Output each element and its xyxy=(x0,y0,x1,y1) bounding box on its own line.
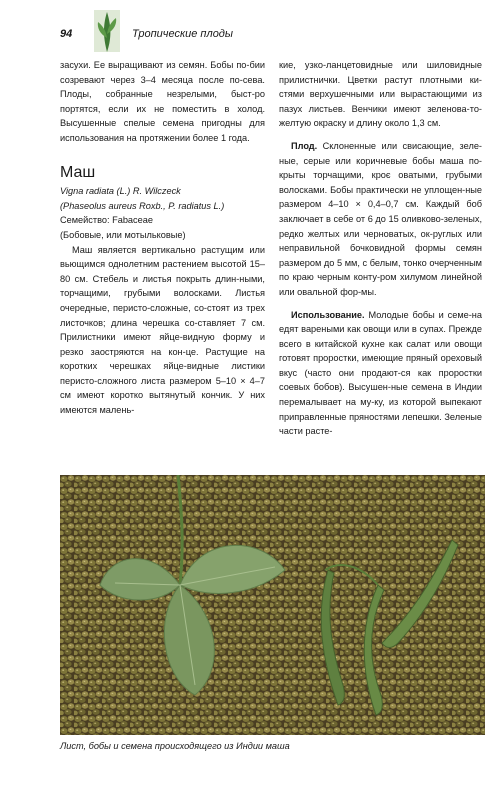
usage-paragraph xyxy=(279,308,482,439)
description-paragraph: Маш является вертикально растущим или вьющимся однолетним растением высотой 15–80 см. Стебель и листья покрыть длин-ными, торчащими, грубыми волосками. Листья очередные, перисто-сложные, со-стоят из трех листочков; длина черешка со-ставляет 7 см. Прилистники имеют яйце-видную форму и резко заостряются на кон-це. Растущие на коротких черешках яйце-видные листики перисто-сложного листа размером 5–10 × 4–7 см имеют коротко вытянутый кончик. У них имеются малень- xyxy=(60,244,265,416)
synonym: (Phaseolus aureus Roxb., P. radiatus L.) xyxy=(60,200,225,211)
fruit-heading: Плод. xyxy=(291,140,318,151)
page-header xyxy=(60,8,480,54)
right-column xyxy=(279,58,482,439)
header-title: Тропические плоды xyxy=(132,28,233,40)
intro-paragraph: засухи. Ее выращивают из семян. Бобы по-бии созревают через 3–4 месяца после по-сева. Плоды, собранные незрелыми, быст-ро портятся, если их не поместить в холод. Высушенные спелые семена пригодны для использования на протяжении более 1 года. xyxy=(60,60,265,143)
latin-name: Vigna radiata (L.) R. Wilczeck xyxy=(60,186,181,197)
usage-heading: Использование. xyxy=(291,309,365,320)
page-number: 94 xyxy=(60,28,73,40)
mung-bean-photo xyxy=(60,475,485,735)
continuation-paragraph: кие, узко-ланцетовидные или шиловидные прилистнички. Цветки растут плотными ки-стями верхушечными или вырастающими из пазух листьев. Венчики имеют зеленова-то-желтую окраску и длину около 1,3 см. xyxy=(279,60,482,129)
photo-caption: Лист, бобы и семена происходящего из Индии маша xyxy=(60,741,290,751)
family-label: Семейство: Fabaceae xyxy=(60,215,153,226)
usage-text: Молодые бобы и семе-на едят вареными как овощи или в супах. Прежде всего в китайской кухне как салат или овощи готовят проростки, имеющие пряный ореховый вкус (часто они продают-ся как проростки соевых бобов). Высушен-ные семена в Индии перемалывает на му-ку, из которой выпекают приправленные пряностями лепешки. Зеленые части расте- xyxy=(279,309,482,437)
family-name-ru: (Бобовые, или мотыльковые) xyxy=(60,229,186,240)
left-column xyxy=(60,58,265,418)
fruit-paragraph xyxy=(279,139,482,300)
plant-icon xyxy=(90,8,124,54)
fruit-text: Склоненные или свисающие, зеле-ные, серые или коричневые бобы маша по-крыты торчащими, кроє оватыми, грубыми волосками. Бобы практически не уплощен-ные размером 4–10 × 0,4–0,7 см. Каждый боб заключает в себе от 6 до 15 оливково-зеленых, редко желтых или черноватых, ок-руглых или неправильной бочковидной формы семян размером до 5 мм, с белым, тонко очерченным по краю черным конту-ром хилумом линейной или овальной фор-мы. xyxy=(279,140,482,297)
section-title: Маш xyxy=(60,163,96,181)
